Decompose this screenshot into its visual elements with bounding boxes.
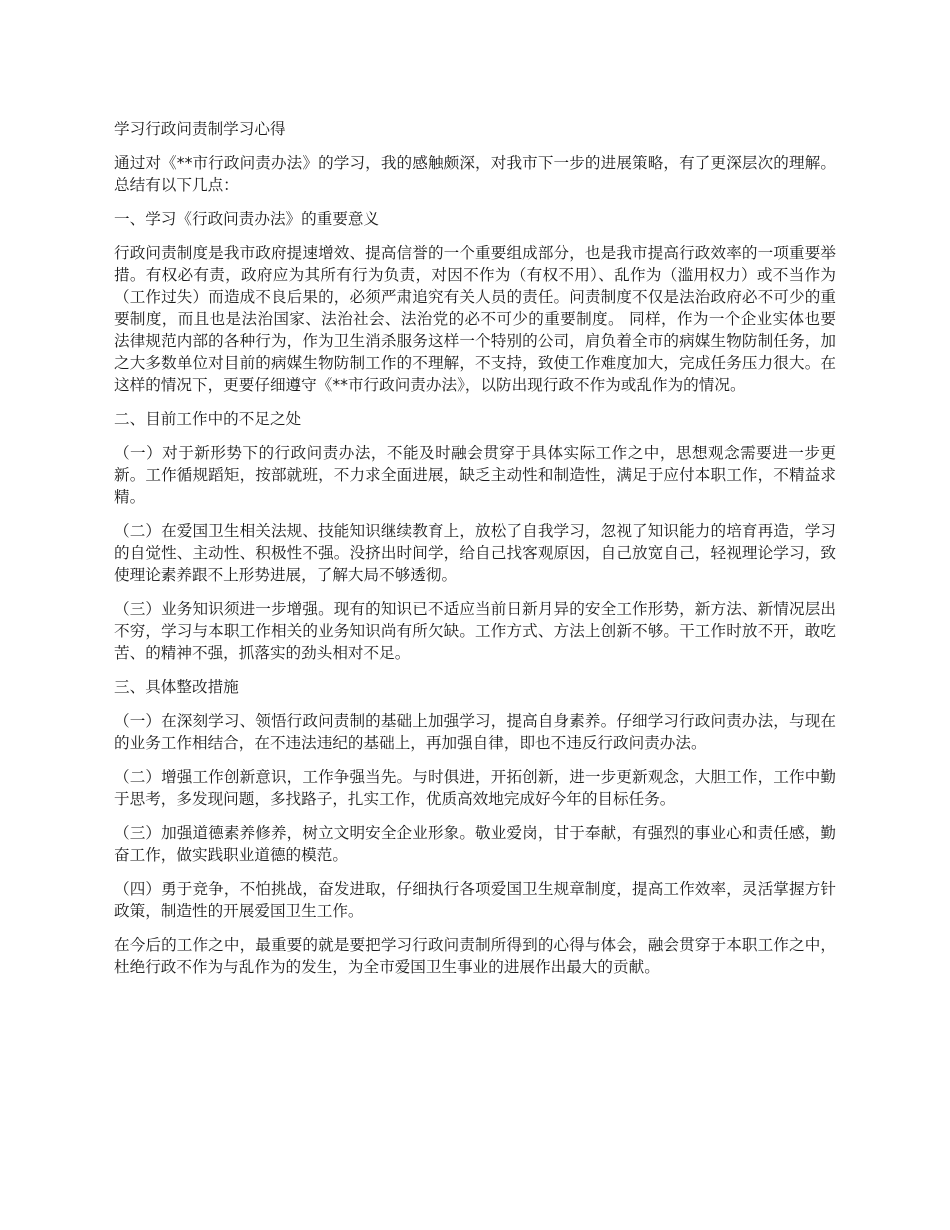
significance-paragraph: 行政问责制度是我市政府提速增效、提高信誉的一个重要组成部分，也是我市提高行政效率的一项重要举措。有权必有责，政府应为其所有行为负责，对因不作为（有权不用）、乱作为（滥用权力）或不当作为（工作过失）而造成不良后果的，必须严肃追究有关人员的责任。问责制度不仅是法治政府必不可少的重要制度，而且也是法治国家、法治社会、法治党的必不可少的重要制度。 同样，作为一个企业实体也要法律规范内部的各种行为，作为卫生消杀服务这样一个特别的公司，肩负着全市的病媒生物防制任务，加之大多数单位对目前的病媒生物防制工作的不理解，不支持，致使工作难度加大，完成任务压力很大。在这样的情况下，更要仔细遵守《**市行政问责办法》，以防出现行政不作为或乱作为的情况。 [114, 244, 836, 394]
section-heading-significance: 一、学习《行政问责办法》的重要意义 [114, 210, 380, 228]
section-heading-measures: 三、具体整改措施 [114, 678, 239, 696]
measure-item-4: （四）勇于竞争，不怕挑战，奋发进取，仔细执行各项爱国卫生规章制度，提高工作效率，灵活掌握方针政策，制造性的开展爱国卫生工作。 [114, 880, 836, 920]
document-page [114, 118, 836, 990]
document-title: 学习行政问责制学习心得 [114, 120, 286, 138]
shortcoming-item-2: （二）在爱国卫生相关法规、技能知识继续教育上，放松了自我学习，忽视了知识能力的培育再造，学习的自觉性、主动性、积极性不强。没挤出时间学，给自己找客观原因，自己放宽自己，轻视理论学习，致使理论素养跟不上形势进展，了解大局不够透彻。 [114, 522, 836, 584]
conclusion-paragraph: 在今后的工作之中，最重要的就是要把学习行政问责制所得到的心得与体会，融会贯穿于本职工作之中，杜绝行政不作为与乱作为的发生，为全市爱国卫生事业的进展作出最大的贡献。 [114, 936, 836, 976]
intro-paragraph: 通过对《**市行政问责办法》的学习，我的感触颇深，对我市下一步的进展策略，有了更深层次的理解。总结有以下几点： [114, 154, 836, 194]
measure-item-3: （三）加强道德素养修养，树立文明安全企业形象。敬业爱岗，甘于奉献，有强烈的事业心和责任感，勤奋工作，做实践职业道德的模范。 [114, 824, 836, 864]
measure-item-2: （二）增强工作创新意识，工作争强当先。与时俱进，开拓创新，进一步更新观念，大胆工作，工作中勤于思考，多发现问题，多找路子，扎实工作，优质高效地完成好今年的目标任务。 [114, 768, 836, 808]
shortcoming-item-1: （一）对于新形势下的行政问责办法，不能及时融会贯穿于具体实际工作之中，思想观念需要进一步更新。工作循规蹈矩，按部就班，不力求全面进展，缺乏主动性和制造性，满足于应付本职工作，不精益求精。 [114, 444, 836, 506]
section-heading-shortcomings: 二、目前工作中的不足之处 [114, 410, 302, 428]
measure-item-1: （一）在深刻学习、领悟行政问责制的基础上加强学习，提高自身素养。仔细学习行政问责办法，与现在的业务工作相结合，在不违法违纪的基础上，再加强自律，即也不违反行政问责办法。 [114, 712, 836, 752]
shortcoming-item-3: （三）业务知识须进一步增强。现有的知识已不适应当前日新月异的安全工作形势，新方法、新情况层出不穷，学习与本职工作相关的业务知识尚有所欠缺。工作方式、方法上创新不够。干工作时放不开，敢吃苦、的精神不强，抓落实的劲头相对不足。 [114, 600, 836, 662]
